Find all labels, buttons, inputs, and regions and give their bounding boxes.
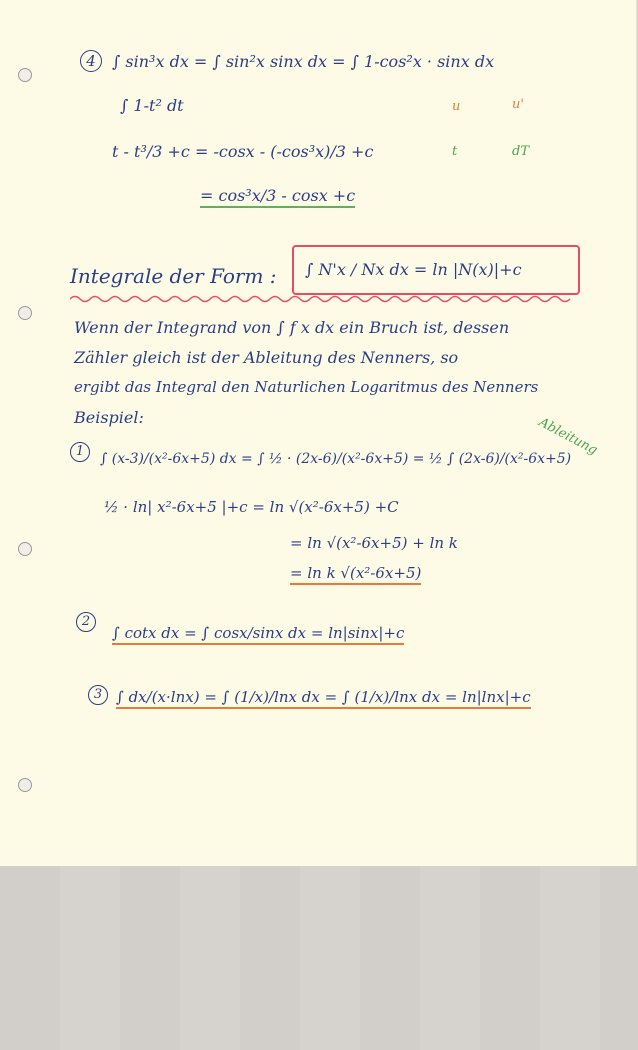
background-surface [0, 866, 638, 1050]
sub-u-prime: u' [512, 97, 524, 112]
example-number-1: 1 [70, 442, 90, 462]
punch-hole [18, 778, 32, 792]
ex3-line: ∫ dx/(x·lnx) = ∫ (1/x)/lnx dx = ∫ (1/x)/lnx dx = ln|lnx|+c [116, 690, 531, 709]
ex1-line3: = ln √(x²-6x+5) + ln k [290, 534, 458, 552]
sub-u: u [452, 99, 461, 114]
ex4-line3: t - t³/3 +c = -cosx - (-cos³x)/3 +c [112, 142, 374, 161]
ex4-line2: ∫ 1-t² dt [120, 96, 184, 115]
section-formula: ∫ N'x / Nx dx = ln |N(x)|+c [305, 260, 522, 279]
ex2-line: ∫ cotx dx = ∫ cosx/sinx dx = ln|sinx|+c [112, 626, 404, 645]
example-number-4: 4 [80, 50, 102, 72]
punch-hole [18, 306, 32, 320]
ex1-line2: ½ · ln| x²-6x+5 |+c = ln √(x²-6x+5) +C [104, 498, 399, 516]
text-line-4: Beispiel: [74, 408, 144, 427]
example-number-2: 2 [76, 612, 96, 632]
ex4-line1: ∫ sin³x dx = ∫ sin²x sinx dx = ∫ 1-cos²x · sinx dx [112, 52, 495, 71]
example-number-3: 3 [88, 685, 108, 705]
ex1-line1: ∫ (x-3)/(x²-6x+5) dx = ∫ ½ · (2x-6)/(x²-6x+5) = ½ ∫ (2x-6)/(x²-6x+5) [100, 451, 572, 467]
ex1-note: Ableitung [536, 414, 600, 459]
text-line-3: ergibt das Integral den Naturlichen Logaritmus des Nenners [74, 378, 539, 396]
punch-hole [18, 68, 32, 82]
text-line-1: Wenn der Integrand von ∫ f x dx ein Bruch ist, dessen [74, 318, 510, 337]
ex1-result: = ln k √(x²-6x+5) [290, 566, 421, 585]
sub-dt: dT [512, 144, 529, 159]
ex4-result: = cos³x/3 - cosx +c [200, 188, 355, 208]
text-line-2: Zähler gleich ist der Ableitung des Nenners, so [74, 348, 459, 367]
section-title: Integrale der Form : [70, 264, 277, 288]
sub-t: t [452, 144, 458, 159]
punch-hole [18, 542, 32, 556]
wavy-underline [70, 294, 580, 304]
